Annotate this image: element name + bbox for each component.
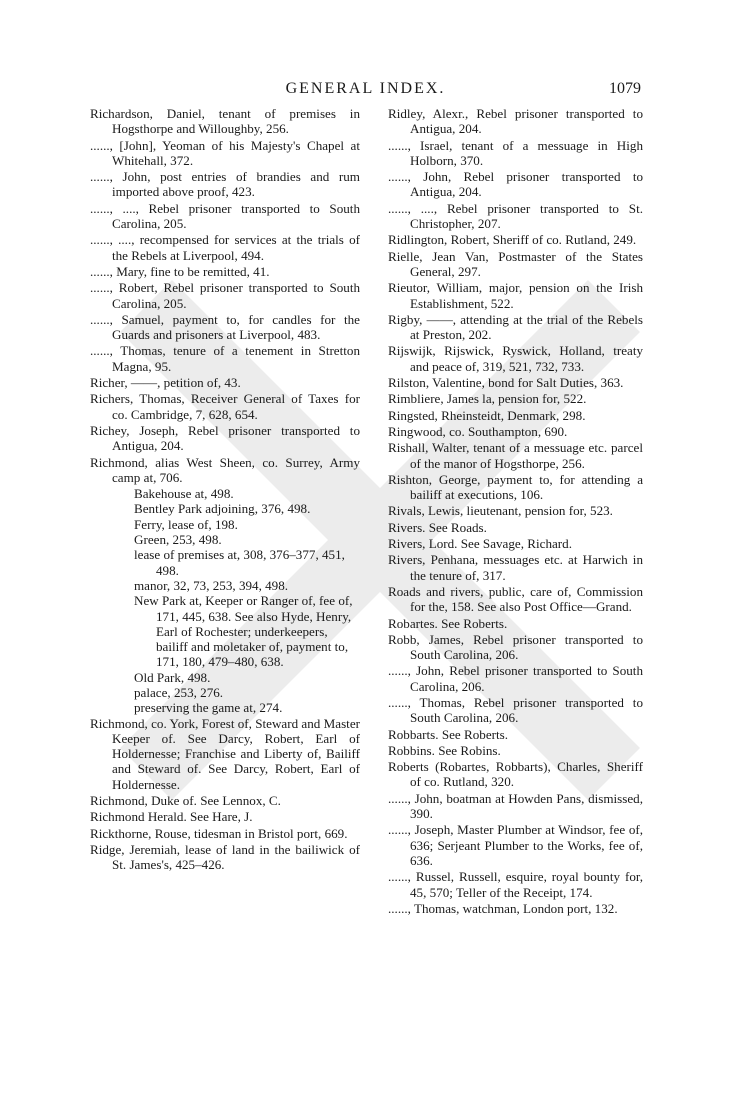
index-entry: Rivers, Lord. See Savage, Richard. — [388, 536, 572, 552]
index-entry: Ridley, Alexr., Rebel prisoner transported to Antigua, 204. — [388, 106, 643, 137]
index-subentry: lease of premises at, 308, 376–377, 451, 498. — [134, 547, 345, 578]
index-entry: Rijswijk, Rijswick, Ryswick, Holland, treaty and peace of, 319, 521, 732, 733. — [388, 343, 643, 374]
index-entry: ......, Mary, fine to be remitted, 41. — [90, 263, 270, 279]
index-entry: ......, Thomas, watchman, London port, 132. — [388, 900, 618, 916]
index-subentry: Green, 253, 498. — [134, 532, 222, 548]
index-entry: Rishall, Walter, tenant of a messuage etc. parcel of the manor of Hogsthorpe, 256. — [388, 440, 643, 471]
index-entry: Robbins. See Robins. — [388, 742, 501, 758]
index-entry: ......, ...., recompensed for services at the trials of the Rebels at Liverpool, 494. — [90, 232, 360, 263]
index-entry: Rivers, Penhana, messuages etc. at Harwich in the tenure of, 317. — [388, 552, 643, 583]
index-entry: ......, John, Rebel prisoner transported to Antigua, 204. — [388, 169, 643, 200]
index-entry: Rieutor, William, major, pension on the Irish Establishment, 522. — [388, 280, 643, 311]
index-entry: Rigby, ——, attending at the trial of the Rebels at Preston, 202. — [388, 311, 643, 343]
index-entry: Rilston, Valentine, bond for Salt Duties, 363. — [388, 375, 624, 391]
index-entry: ......, John, post entries of brandies and rum imported above proof, 423. — [90, 169, 360, 200]
index-entry: Rielle, Jean Van, Postmaster of the States General, 297. — [388, 248, 643, 279]
index-entry: Rimbliere, James la, pension for, 522. — [388, 391, 587, 407]
index-entry: ......, John, boatman at Howden Pans, dismissed, 390. — [388, 790, 643, 822]
right-column — [388, 106, 643, 917]
index-entry: Richardson, Daniel, tenant of premises in Hogsthorpe and Willoughby, 256. — [90, 106, 360, 137]
index-entry: Rickthorne, Rouse, tidesman in Bristol port, 669. — [90, 825, 348, 841]
index-entry: ......, Joseph, Master Plumber at Windsor, fee of, 636; Serjeant Plumber to the Works, fee of, 636. — [388, 822, 643, 868]
index-entry: Richmond Herald. See Hare, J. — [90, 809, 253, 825]
left-column — [90, 106, 360, 874]
index-entry: Richers, Thomas, Receiver General of Taxes for co. Cambridge, 7, 628, 654. — [90, 391, 360, 422]
page-number: 1079 — [609, 80, 641, 97]
index-entry: Robb, James, Rebel prisoner transported to South Carolina, 206. — [388, 631, 643, 663]
index-subentry: Old Park, 498. — [134, 669, 211, 685]
index-entry: Robbarts. See Roberts. — [388, 726, 509, 742]
index-entry: Richmond, co. York, Forest of, Steward and Master Keeper of. See Darcy, Robert, Earl of Holdernesse; Franchise and Liberty of, Bailiff and Steward of. See Darcy, Robert, Earl of Holdernesse. — [90, 715, 360, 792]
index-entry: ......, Russel, Russell, esquire, royal bounty for, 45, 570; Teller of the Receipt, 174. — [388, 869, 643, 900]
index-entry: Rivers. See Roads. — [388, 519, 487, 535]
index-entry: ......, Robert, Rebel prisoner transported to South Carolina, 205. — [90, 280, 360, 311]
index-entry: Ringsted, Rheinsteidt, Denmark, 298. — [388, 407, 586, 423]
index-subentry: Bakehouse at, 498. — [134, 486, 234, 502]
index-subentry: preserving the game at, 274. — [134, 700, 283, 716]
index-entry: Richmond, Duke of. See Lennox, C. — [90, 793, 281, 809]
index-subentry: manor, 32, 73, 253, 394, 498. — [134, 577, 289, 593]
index-subentry: Ferry, lease of, 198. — [134, 516, 238, 532]
running-header: GENERAL INDEX. — [285, 80, 446, 97]
index-entry: Rishton, George, payment to, for attending a bailiff at executions, 106. — [388, 471, 643, 503]
index-entry: ......, [John], Yeoman of his Majesty's Chapel at Whitehall, 372. — [90, 137, 360, 168]
index-entry: ......, Thomas, Rebel prisoner transported to South Carolina, 206. — [388, 694, 643, 726]
index-entry: ......, Israel, tenant of a messuage in High Holborn, 370. — [388, 137, 643, 168]
index-subentry: Bentley Park adjoining, 376, 498. — [134, 501, 311, 517]
index-entry: Robartes. See Roberts. — [388, 615, 508, 631]
index-entry: ......, Samuel, payment to, for candles for the Guards and prisoners at Liverpool, 483. — [90, 311, 360, 343]
index-entry: Ringwood, co. Southampton, 690. — [388, 423, 568, 439]
index-entry: Ridge, Jeremiah, lease of land in the bailiwick of St. James's, 425–426. — [90, 841, 360, 873]
index-subentry: New Park at, Keeper or Ranger of, fee of, 171, 445, 638. See also Hyde, Henry, Earl of Rochester; underkeepers, bailiff and moletaker of, payment to, 171, 180, 479–480, 638. — [134, 593, 353, 670]
index-entry: Rivals, Lewis, lieutenant, pension for, 523. — [388, 503, 613, 519]
index-entry: ......, Thomas, tenure of a tenement in Stretton Magna, 95. — [90, 343, 360, 374]
index-entry: ......, ...., Rebel prisoner transported to St. Christopher, 207. — [388, 200, 643, 232]
index-entry: Ridlington, Robert, Sheriff of co. Rutland, 249. — [388, 232, 637, 248]
index-entry: Richey, Joseph, Rebel prisoner transported to Antigua, 204. — [90, 422, 360, 454]
index-entry: ......, ...., Rebel prisoner transported to South Carolina, 205. — [90, 200, 360, 232]
index-entry: Richer, ——, petition of, 43. — [90, 375, 241, 391]
index-entry: Roberts (Robartes, Robbarts), Charles, Sheriff of co. Rutland, 320. — [388, 759, 643, 790]
index-entry: Roads and rivers, public, care of, Commission for the, 158. See also Post Office—Grand. — [388, 583, 643, 615]
index-entry: Richmond, alias West Sheen, co. Surrey, Army camp at, 706. — [90, 454, 360, 485]
index-subentry: palace, 253, 276. — [134, 684, 224, 700]
index-entry: ......, John, Rebel prisoner transported to South Carolina, 206. — [388, 663, 643, 694]
